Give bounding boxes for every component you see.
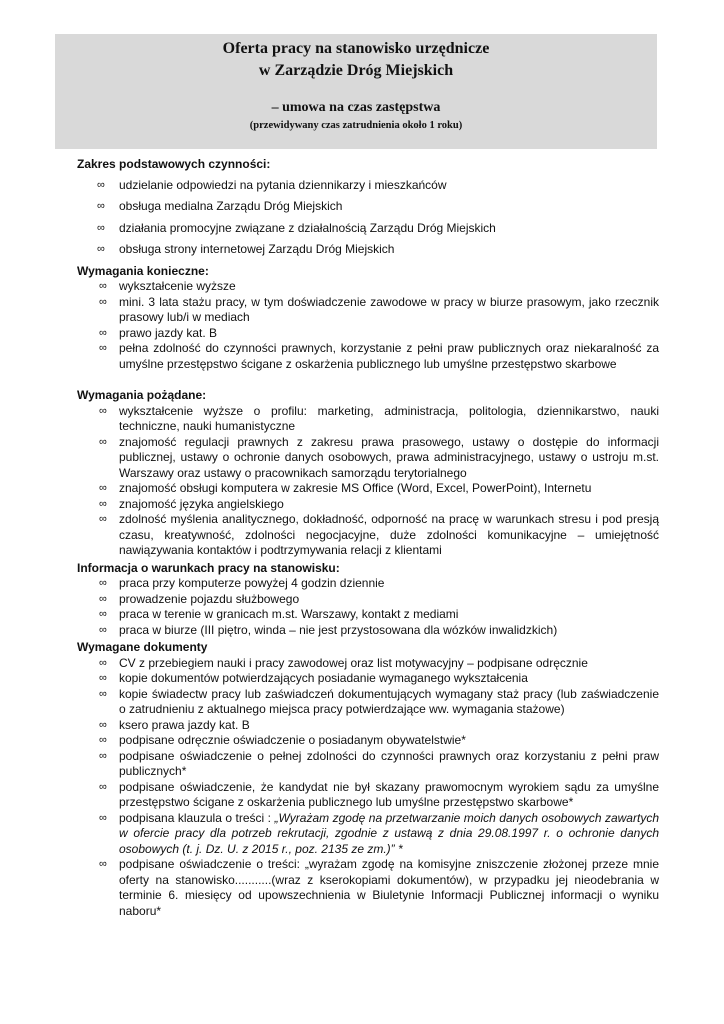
list-item [77, 404, 659, 435]
list-item [77, 199, 659, 215]
list-item [77, 857, 659, 919]
infinity-bullet-icon: ∞ [99, 718, 107, 731]
list-warunki [77, 576, 659, 638]
list-item-text: znajomość regulacji prawnych z zakresu prawa prasowego, ustawy o dostępie do informacji publicznej, ustawy o ochronie danych osobowych, prawa administracyjnego, ustawy o ustroju m.st. Warszawy oraz ustawy o pracownikach samorządu terytorialnego [119, 434, 659, 480]
infinity-bullet-icon: ∞ [99, 858, 107, 870]
offer-title-line1: Oferta pracy na stanowisko urzędnicze [222, 40, 490, 57]
list-item-text: praca w biurze (III piętro, winda – nie jest przystosowana dla wózków inwalidzkich) [119, 622, 558, 637]
infinity-bullet-icon: ∞ [99, 326, 107, 339]
section-title-zakres: Zakres podstawowych czynności: [77, 157, 271, 171]
infinity-bullet-icon: ∞ [97, 221, 105, 234]
infinity-bullet-icon: ∞ [99, 295, 107, 308]
employment-duration-note: (przewidywany czas zatrudnienia około 1 roku) [249, 120, 463, 131]
infinity-bullet-icon: ∞ [99, 280, 107, 292]
infinity-bullet-icon: ∞ [99, 513, 107, 525]
offer-content [77, 155, 659, 919]
section-title-dokumenty: Wymagane dokumenty [77, 640, 208, 654]
infinity-bullet-icon: ∞ [99, 592, 107, 605]
list-item [77, 435, 659, 482]
list-item-text: prowadzenie pojazdu służbowego [119, 591, 300, 606]
list-item [77, 623, 659, 639]
list-item [77, 178, 659, 194]
list-item-text: podpisane oświadczenie, że kandydat nie był skazany prawomocnym wyrokiem sądu za umyślne przestępstwo ścigane z oskarżenia publicznego lub umyślne przestępstwo skarbowe* [119, 779, 659, 809]
list-zakres [77, 178, 659, 258]
infinity-bullet-icon: ∞ [97, 178, 105, 191]
list-item [77, 341, 659, 372]
infinity-bullet-icon: ∞ [99, 497, 107, 510]
list-item [77, 497, 659, 513]
list-dokumenty [77, 656, 659, 920]
list-item [77, 279, 659, 295]
list-item [77, 481, 659, 497]
infinity-bullet-icon: ∞ [99, 780, 107, 793]
list-item [77, 242, 659, 258]
infinity-bullet-icon: ∞ [99, 342, 107, 354]
list-item [77, 326, 659, 342]
list-item [77, 221, 659, 237]
infinity-bullet-icon: ∞ [99, 404, 107, 417]
list-item [77, 733, 659, 749]
section-title-pozadane: Wymagania pożądane: [77, 388, 207, 402]
list-item [77, 687, 659, 718]
infinity-bullet-icon: ∞ [97, 200, 105, 212]
offer-title-line2: w Zarządzie Dróg Miejskich [258, 62, 454, 79]
list-item-text: mini. 3 lata stażu pracy, w tym doświadczenie zawodowe w pracy w biurze prasowym, jako rzecznik prasowy lub/i w mediach [119, 294, 659, 324]
list-item-text: kopie świadectw pracy lub zaświadczeń dokumentujących wymagany staż pracy (lub zaświadczenie o zatrudnieniu z aktualnego miejsca pracy potwierdzające ww. wymagania stażowe) [119, 686, 659, 716]
list-item-text: praca przy komputerze powyżej 4 godzin dziennie [119, 576, 385, 590]
infinity-bullet-icon: ∞ [99, 435, 107, 448]
list-item-text: podpisane odręcznie oświadczenie o posiadanym obywatelstwie* [119, 733, 466, 747]
offer-header [55, 34, 657, 149]
list-item [77, 295, 659, 326]
list-item-text: pełna zdolność do czynności prawnych, korzystanie z pełni praw publicznych oraz niekaralność za umyślne przestępstwo ścigane z oskarżenia publicznego lub umyślne przestępstwo skarbowe [119, 341, 659, 371]
list-item [77, 811, 659, 858]
list-item-text: podpisane oświadczenie o treści: „wyrażam zgodę na komisyjne zniszczenie złożonej przeze mnie oferty na stanowisko...........(wraz z kserokopiami dokumentów), w przypadku jej nieodebrania w terminie 6. miesięcy od upowszechnienia w Biuletynie Informacji Publicznej informacji o wyniku naboru* [119, 857, 659, 918]
list-item [77, 780, 659, 811]
list-item-text: znajomość języka angielskiego [119, 496, 284, 511]
list-item-text: wykształcenie wyższe o profilu: marketing, administracja, politologia, dziennikarstwo, nauki techniczne, nauki humanistyczne [119, 403, 659, 433]
list-item-text: działania promocyjne związane z działalnością Zarządu Dróg Miejskich [119, 220, 496, 235]
clause-text: „Wyrażam zgodę na przetwarzanie moich danych osobowych zawartych w ofercie pracy dla potrzeb rekrutacji, zgodnie z ustawą z dnia 29.08.1997 r. o ochronie danych osobowych (t. j. Dz. U. z 2015 r., poz. 2135 ze zm.)” * [119, 810, 659, 856]
list-item-text: wykształcenie wyższe [119, 279, 236, 293]
list-item-text: podpisane oświadczenie o pełnej zdolności do czynności prawnych oraz korzystaniu z pełni praw publicznych* [119, 748, 659, 778]
list-item [77, 718, 659, 734]
clause-prefix: podpisana klauzula o treści : [119, 810, 275, 825]
list-item [77, 607, 659, 623]
infinity-bullet-icon: ∞ [97, 243, 105, 255]
infinity-bullet-icon: ∞ [99, 811, 107, 824]
infinity-bullet-icon: ∞ [99, 656, 107, 669]
list-item [77, 656, 659, 672]
list-item-text: udzielanie odpowiedzi na pytania dziennikarzy i mieszkańców [119, 177, 447, 192]
infinity-bullet-icon: ∞ [99, 623, 107, 636]
list-item-text: prawo jazdy kat. B [119, 325, 218, 340]
infinity-bullet-icon: ∞ [99, 687, 107, 700]
section-title-konieczne: Wymagania konieczne: [77, 263, 209, 278]
list-item-text: CV z przebiegiem nauki i pracy zawodowej oraz list motywacyjny – podpisane odręcznie [119, 655, 588, 670]
infinity-bullet-icon: ∞ [99, 482, 107, 494]
infinity-bullet-icon: ∞ [99, 608, 107, 620]
list-konieczne [77, 279, 659, 372]
list-item-text: znajomość obsługi komputera w zakresie MS Office (Word, Excel, PowerPoint), Internetu [119, 481, 592, 495]
contract-type: – umowa na czas zastępstwa [271, 100, 441, 115]
list-pozadane [77, 404, 659, 559]
infinity-bullet-icon: ∞ [99, 734, 107, 746]
list-item [77, 671, 659, 687]
list-item-text: ksero prawa jazdy kat. B [119, 717, 250, 732]
infinity-bullet-icon: ∞ [99, 749, 107, 762]
list-item [77, 749, 659, 780]
list-item-text: obsługa strony internetowej Zarządu Dróg Miejskich [119, 242, 395, 256]
infinity-bullet-icon: ∞ [99, 672, 107, 684]
list-item [77, 512, 659, 559]
list-item [77, 576, 659, 592]
infinity-bullet-icon: ∞ [99, 577, 107, 589]
section-title-warunki: Informacja o warunkach pracy na stanowisku: [77, 560, 340, 575]
list-item-text: zdolność myślenia analitycznego, dokładność, odporność na pracę w warunkach stresu i pod presją czasu, kreatywność, zdolności negocjacyjne, duże zdolności komunikacyjne – umiejętność nawiązywania kontaktów i podtrzymywania relacji z klientami [119, 512, 659, 557]
list-item [77, 592, 659, 608]
list-item-text: praca w terenie w granicach m.st. Warszawy, kontakt z mediami [119, 607, 459, 621]
list-item-text: kopie dokumentów potwierdzających posiadanie wymaganego wykształcenia [119, 671, 528, 685]
list-item-text: obsługa medialna Zarządu Dróg Miejskich [119, 199, 343, 213]
